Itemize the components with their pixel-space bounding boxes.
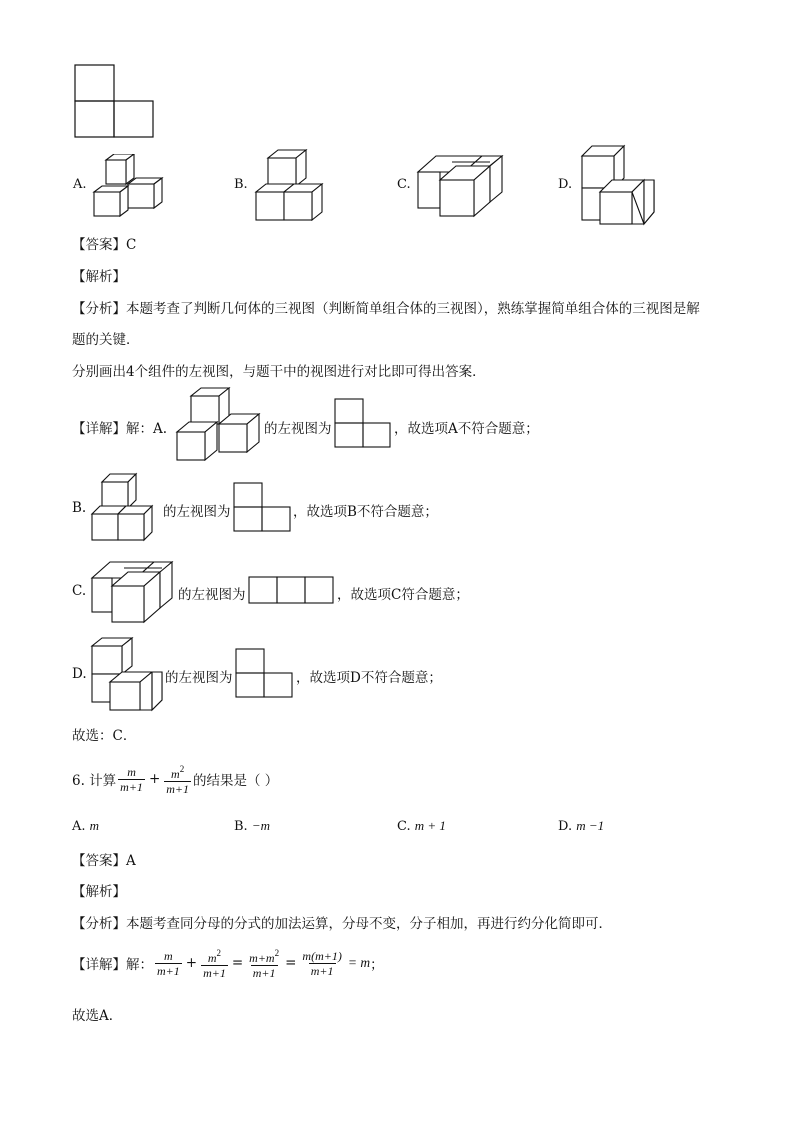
frac1-den: m+1 — [120, 779, 143, 794]
detail-b-end: ，故选项B不符合题意； — [293, 504, 438, 520]
q6-conclusion: 故选A． — [72, 1008, 123, 1024]
detail-d-view-text: 的左视图为 — [165, 670, 233, 686]
option-c-cubes[interactable] — [416, 150, 506, 222]
answer-value: A — [126, 853, 136, 869]
q5-analysis-line2: 题的关键． — [72, 332, 140, 348]
detail-c-end: ，故选项C符合题意； — [337, 587, 469, 603]
option-b-label[interactable]: B. — [234, 177, 248, 192]
option-a-label[interactable]: A. — [73, 177, 87, 192]
detail-d-prefix: D. — [72, 666, 87, 682]
detail-d-cubes — [90, 636, 164, 714]
q6-fraction-1 — [118, 765, 145, 794]
option-d-label[interactable]: D. — [558, 177, 573, 192]
q5-answer — [72, 233, 136, 253]
option-d-cubes[interactable] — [578, 144, 662, 228]
option-b-cubes[interactable] — [254, 148, 330, 224]
detail-d-left-view — [235, 648, 295, 700]
detail-b-cubes — [90, 472, 162, 544]
detail-head: 【详解】 — [72, 421, 126, 437]
detail-a-left-view — [334, 398, 392, 450]
q6-analysis-label: 【解析】 — [72, 884, 126, 900]
q6-option-c[interactable]: C. m + 1 — [397, 818, 446, 834]
detail-b-left-view — [233, 482, 293, 534]
detail-d-end: ，故选项D不符合题意； — [296, 670, 442, 686]
detail-a-cubes — [175, 386, 263, 464]
detail-b-prefix: B. — [72, 500, 87, 516]
q6-detail: 【详解】 解： $\frac{m}{m+1}$ + $\frac{m^2}{m+1}$ = $\frac{m+m^2}{m+1}$ = $\frac{m(m+1)}{m+1}$ = m ； — [72, 948, 384, 980]
q6-answer — [72, 849, 136, 869]
q5-conclusion: 故选：C． — [72, 728, 137, 744]
analysis-head: 【分析】 — [72, 916, 126, 932]
q5-analysis-line3: 分别画出4个组件的左视图，与题干中的视图进行对比即可得出答案． — [72, 364, 486, 380]
detail-a-view-text: 的左视图为 — [264, 421, 332, 437]
option-a-cubes[interactable] — [92, 154, 166, 218]
detail-prefix: 解：A. — [126, 421, 168, 437]
detail-frac-3: $\frac{m+m^2}{m+1}$ — [249, 948, 280, 980]
semicolon: ； — [370, 957, 384, 973]
q6-number: 6. 计算 — [72, 773, 117, 789]
detail-b-view-text: 的左视图为 — [163, 504, 231, 520]
q6-option-a[interactable]: A. m — [72, 818, 100, 834]
detail-c-left-view — [248, 576, 336, 606]
detail-c-cubes — [90, 556, 176, 626]
plus-sign: + — [148, 771, 161, 787]
question-view-figure — [74, 64, 156, 140]
frac2-den: m+1 — [166, 782, 190, 796]
analysis-head: 【分析】 — [72, 301, 126, 317]
option-c-label[interactable]: C. — [397, 177, 411, 192]
detail-result: = m — [347, 955, 371, 970]
q6-after: 的结果是（ ） — [193, 773, 279, 789]
detail-frac-4: $\frac{m(m+1)}{m+1}$ — [302, 948, 342, 978]
q6-analysis — [72, 912, 612, 932]
detail-frac-1: $\frac{m}{m+1}$ — [157, 948, 180, 978]
q6-option-b[interactable]: B. −m — [234, 818, 270, 834]
detail-prefix: 解： — [126, 957, 153, 973]
detail-a-end: ，故选项A不符合题意； — [394, 421, 539, 437]
q6-fraction-2 — [164, 762, 191, 796]
q5-analysis-line1 — [72, 297, 700, 317]
frac1-num: m — [127, 764, 136, 779]
answer-value: C — [126, 237, 137, 253]
q5-analysis-label: 【解析】 — [72, 269, 126, 285]
analysis-text1: 本题考查了判断几何体的三视图（判断简单组合体的三视图），熟练掌握简单组合体的三视图是解 — [126, 301, 700, 317]
detail-c-prefix: C. — [72, 583, 87, 599]
answer-label: 【答案】 — [72, 853, 126, 869]
analysis-text: 本题考查同分母的分式的加法运算，分母不变，分子相加，再进行约分化简即可． — [126, 916, 612, 932]
detail-c-view-text: 的左视图为 — [178, 587, 246, 603]
answer-label: 【答案】 — [72, 237, 126, 253]
q6-option-d[interactable]: D. m −1 — [558, 818, 605, 834]
q6-stem — [72, 762, 278, 796]
frac2-num: $m^2$ — [171, 764, 185, 781]
detail-frac-2: $\frac{m^2}{m+1}$ — [203, 948, 226, 980]
detail-head: 【详解】 — [72, 957, 126, 973]
detail-a-prefix — [72, 417, 167, 437]
